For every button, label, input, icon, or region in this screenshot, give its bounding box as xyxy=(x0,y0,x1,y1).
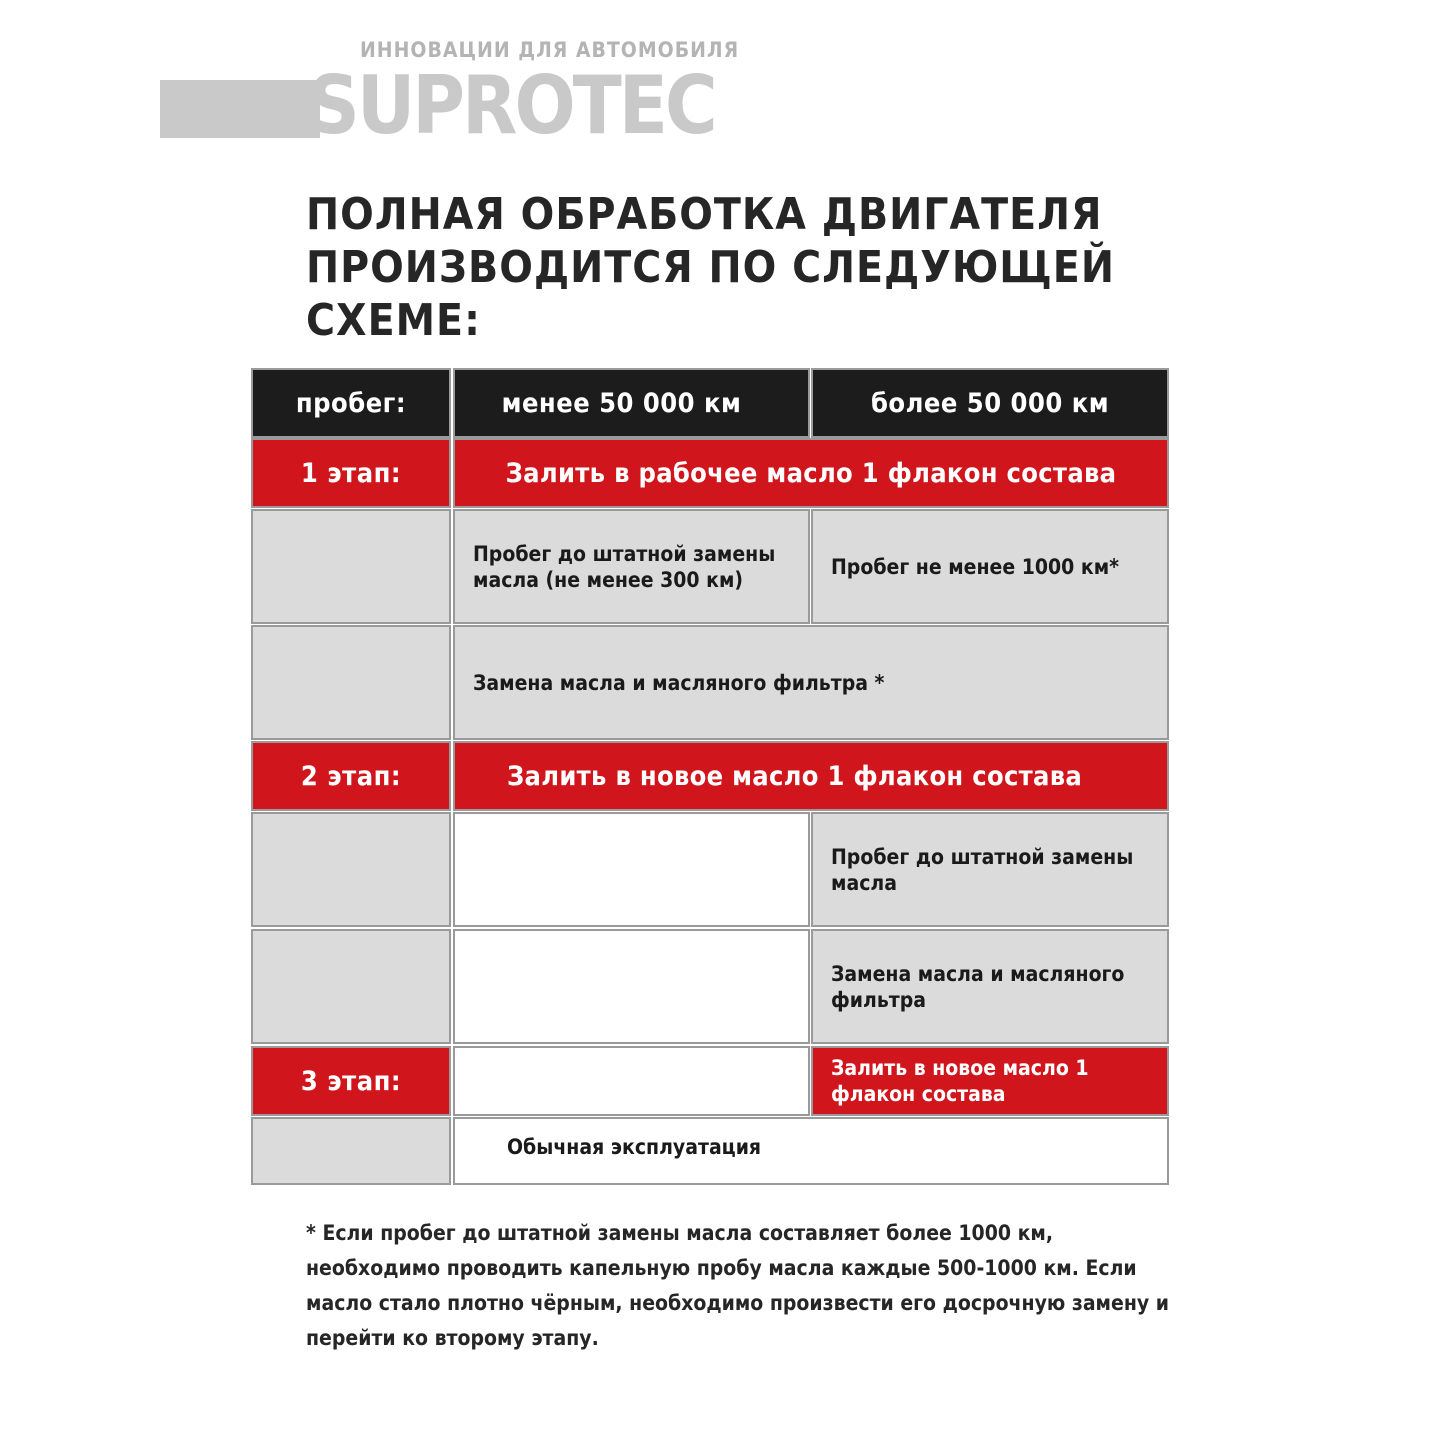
page-title: ПОЛНАЯ ОБРАБОТКА ДВИГАТЕЛЯ ПРОИЗВОДИТСЯ ПО СЛЕДУЮЩЕЙ СХЕМЕ: xyxy=(306,189,1115,346)
row-final-empty xyxy=(251,1117,451,1185)
row-mileage2-empty xyxy=(251,812,451,927)
row-mileage2-high: Пробег до штатной замены масла xyxy=(811,812,1169,927)
row-mileage-low: Пробег до штатной замены масла (не менее 300 км) xyxy=(453,509,810,624)
stage1-label: 1 этап: xyxy=(251,438,451,508)
row-change-empty xyxy=(251,625,451,740)
brand-tagline: ИННОВАЦИИ ДЛЯ АВТОМОБИЛЯ xyxy=(360,38,740,62)
row-mileage-empty xyxy=(251,509,451,624)
stage2-label: 2 этап: xyxy=(251,741,451,811)
stage2-action: Залить в новое масло 1 флакон состава xyxy=(453,741,1169,811)
row-change2-empty xyxy=(251,929,451,1044)
stage3-low xyxy=(453,1046,810,1116)
logo-bar-shape xyxy=(160,80,320,138)
row-final-text: Обычная эксплуатация xyxy=(453,1117,1169,1185)
footnote: * Если пробег до штатной замены масла составляет более 1000 км, необходимо проводить капельную пробу масла каждые 500-1000 км. Если масло стало плотно чёрным, необходимо произвести его досрочную замену и перейти ко второму этапу. xyxy=(306,1221,1169,1350)
row-change2-low xyxy=(453,929,810,1044)
row-mileage-high: Пробег не менее 1000 км* xyxy=(811,509,1169,624)
header-col-low: менее 50 000 км xyxy=(453,368,810,438)
row-change2-high: Замена масла и масляного фильтра xyxy=(811,929,1169,1044)
row-change-text: Замена масла и масляного фильтра * xyxy=(453,625,1169,740)
brand-logo: SUPROTEC xyxy=(308,59,715,152)
stage3-high: Залить в новое масло 1 флакон состава xyxy=(811,1046,1169,1116)
header-mileage-label: пробег: xyxy=(251,368,451,438)
header-col-high: более 50 000 км xyxy=(811,368,1169,438)
row-mileage2-low xyxy=(453,812,810,927)
stage3-label: 3 этап: xyxy=(251,1046,451,1116)
stage1-action: Залить в рабочее масло 1 флакон состава xyxy=(453,438,1169,508)
